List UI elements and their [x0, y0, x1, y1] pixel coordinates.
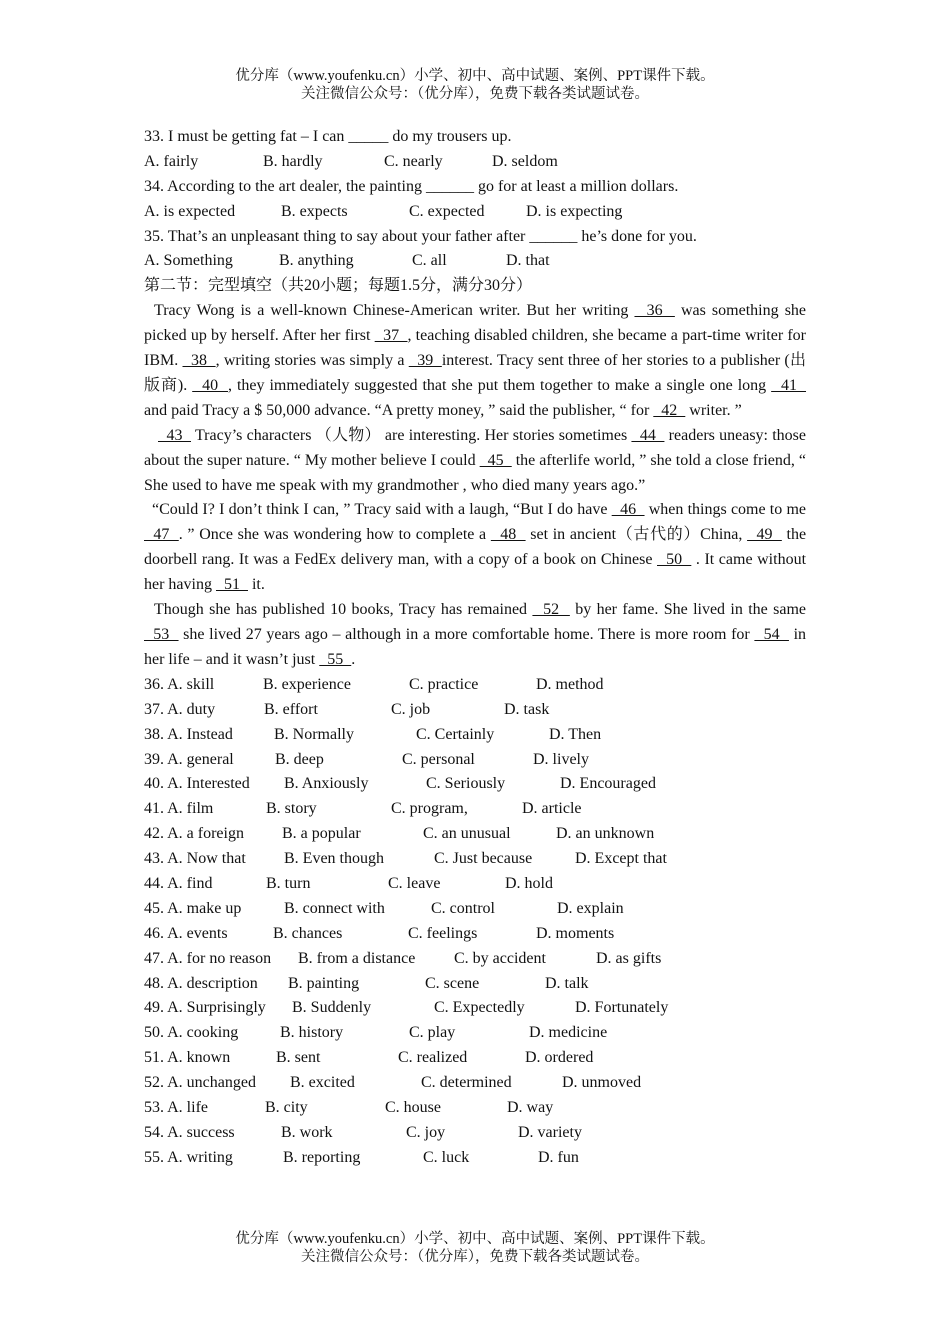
passage-text: set in ancient（古代的）China, [525, 526, 748, 544]
passage-text: it. [247, 576, 265, 594]
cloze-option-row [144, 698, 806, 723]
cloze-option-row [144, 797, 806, 822]
option-d: D. is expecting [526, 202, 623, 220]
question-stem: 34. According to the art dealer, the painting ______ go for at least a million dollars. [144, 177, 679, 195]
option-b: B. a popular [282, 825, 361, 843]
option-d: D. talk [545, 974, 589, 992]
blank-49: 49 [747, 526, 782, 544]
passage-text: when things come to me [644, 501, 807, 519]
option-b: B. hardly [263, 152, 323, 170]
option-b: B. deep [275, 750, 324, 768]
passage-text: she lived 27 years ago – although in a more comfortable home. There is more room for [178, 626, 755, 644]
option-a: 51. A. known [144, 1049, 231, 1067]
passage-text: readers uneasy: those about the super nature. “ My mother believe I could [144, 426, 807, 469]
option-c: C. by accident [454, 949, 546, 967]
passage-text: writer. ” [685, 401, 742, 419]
option-d: D. fun [538, 1148, 579, 1166]
option-b: B. reporting [283, 1148, 361, 1166]
option-d: D. task [504, 700, 550, 718]
cloze-option-row [144, 972, 806, 997]
option-a: A. is expected [144, 202, 236, 220]
option-a: 44. A. find [144, 874, 213, 892]
option-d: D. Except that [575, 850, 667, 868]
blank-54: 54 [754, 626, 789, 644]
cloze-option-row [144, 1096, 806, 1121]
option-d: D. article [522, 800, 582, 818]
option-d: D. that [506, 252, 550, 270]
option-d: D. Fortunately [575, 999, 669, 1017]
cloze-option-row [144, 1021, 806, 1046]
option-a: 47. A. for no reason [144, 949, 272, 967]
passage-text: Though she has published 10 books, Tracy has remained [154, 601, 533, 619]
option-c: C. control [431, 899, 495, 917]
cloze-option-row [144, 922, 806, 947]
option-c: C. Expectedly [434, 999, 525, 1017]
option-a: 50. A. cooking [144, 1024, 239, 1042]
option-b: B. turn [266, 874, 311, 892]
passage-text: , writing stories was simply a [215, 352, 409, 370]
passage-text: in her life – and it wasn’t just [144, 626, 807, 668]
option-c: C. program, [391, 800, 468, 818]
cloze-option-row [144, 1121, 806, 1146]
option-a: 49. A. Surprisingly [144, 999, 266, 1017]
option-c: C. leave [388, 874, 441, 892]
option-d: D. Encouraged [560, 775, 656, 793]
question-options [144, 150, 806, 175]
cloze-option-row [144, 748, 806, 773]
option-a: 40. A. Interested [144, 775, 250, 793]
cloze-option-row [144, 673, 806, 698]
cloze-option-row [144, 1071, 806, 1096]
option-c: C. an unusual [423, 825, 511, 843]
passage-text: interest. Tracy sent three of her stories to a publisher (出版商). [144, 352, 807, 394]
option-d: D. hold [505, 874, 553, 892]
footer-line-2: 关注微信公众号：（优分库），免费下载各类试题试卷。 [301, 1249, 649, 1265]
option-c: C. job [391, 700, 431, 718]
option-d: D. lively [533, 750, 589, 768]
option-c: C. realized [398, 1049, 468, 1067]
passage-text: Tracy’s characters （人物） are interesting. Her stories sometimes [191, 426, 632, 444]
option-a: 45. A. make up [144, 899, 242, 917]
exam-content [144, 125, 806, 1171]
option-a: 48. A. description [144, 974, 258, 992]
cloze-options-list [144, 673, 806, 1171]
passage-text: Tracy Wong is a well-known Chinese-American writer. But her writing [154, 302, 635, 320]
option-c: C. joy [406, 1123, 446, 1141]
option-b: B. connect with [284, 899, 385, 917]
blank-39: 39 [408, 352, 442, 370]
option-a: 37. A. duty [144, 700, 216, 718]
option-c: C. all [412, 252, 447, 270]
passage-text: . It came without her having [144, 551, 807, 594]
option-c: C. scene [425, 974, 480, 992]
option-c: C. Seriously [426, 775, 506, 793]
header-line-1: 优分库（www.youfenku.cn）小学、初中、高中试题、案例、PPT课件下载。 [235, 68, 715, 84]
page-header [0, 67, 950, 103]
option-d: D. variety [518, 1123, 582, 1141]
passage-text: by her fame. She lived in the same [569, 601, 806, 619]
blank-41: 41 [771, 376, 807, 394]
passage-text: , teaching disabled children, she became a part-time writer for IBM. [144, 327, 807, 370]
option-a: 43. A. Now that [144, 850, 246, 868]
option-a: 41. A. film [144, 800, 214, 818]
blank-42: 42 [653, 401, 686, 419]
question-stem: 35. That’s an unpleasant thing to say about your father after ______ he’s done for you. [144, 227, 697, 245]
passage-paragraph-2 [144, 424, 806, 499]
cloze-option-row [144, 1046, 806, 1071]
option-d: D. as gifts [596, 949, 662, 967]
option-a: 55. A. writing [144, 1148, 233, 1166]
blank-55: 55 [319, 650, 352, 668]
cloze-option-row [144, 772, 806, 797]
cloze-option-row [144, 1146, 806, 1171]
passage-text: the doorbell rang. It was a FedEx delivery man, with a copy of a book on Chinese [144, 526, 807, 569]
blank-46: 46 [611, 501, 645, 519]
option-c: C. Certainly [416, 725, 495, 743]
option-a: A. Something [144, 252, 233, 270]
blank-53: 53 [144, 626, 179, 644]
passage-text: the afterlife world, ” she told a close friend, “ She used to have me speak with my grandmother , who died many years ago.” [144, 451, 807, 494]
cloze-option-row [144, 897, 806, 922]
option-b: B. city [265, 1098, 308, 1116]
footer-line-1: 优分库（www.youfenku.cn）小学、初中、高中试题、案例、PPT课件下载。 [235, 1231, 715, 1247]
option-c: C. nearly [384, 152, 443, 170]
option-b: B. effort [264, 700, 318, 718]
passage-text: “Could I? I don’t think I can, ” Tracy said with a laugh, “But I do have [152, 501, 612, 519]
blank-51: 51 [215, 576, 248, 594]
option-a: 42. A. a foreign [144, 825, 244, 843]
option-b: B. excited [290, 1074, 355, 1092]
option-d: D. unmoved [562, 1074, 642, 1092]
blank-52: 52 [532, 601, 570, 619]
option-d: D. medicine [529, 1024, 608, 1042]
option-a: 38. A. Instead [144, 725, 233, 743]
option-b: B. anything [279, 252, 354, 270]
passage-text: , they immediately suggested that she put them together to make a single one long [228, 376, 772, 394]
option-b: B. experience [263, 675, 351, 693]
option-a: 39. A. general [144, 750, 234, 768]
cloze-option-row [144, 872, 806, 897]
option-c: C. luck [423, 1148, 470, 1166]
option-a: 54. A. success [144, 1123, 235, 1141]
cloze-option-row [144, 723, 806, 748]
option-b: B. history [280, 1024, 344, 1042]
option-d: D. way [507, 1098, 554, 1116]
cloze-option-row [144, 847, 806, 872]
option-b: B. painting [288, 974, 360, 992]
option-c: C. personal [402, 750, 475, 768]
option-d: D. seldom [492, 152, 558, 170]
option-c: C. Just because [434, 850, 533, 868]
option-b: B. from a distance [298, 949, 416, 967]
blank-45: 45 [479, 451, 512, 469]
option-b: B. Even though [284, 850, 384, 868]
blank-38: 38 [182, 352, 216, 370]
option-b: B. Suddenly [292, 999, 372, 1017]
option-a: A. fairly [144, 152, 199, 170]
option-a: 46. A. events [144, 924, 228, 942]
passage-paragraph-1 [144, 299, 806, 424]
cloze-option-row [144, 996, 806, 1021]
option-b: B. expects [281, 202, 348, 220]
option-c: C. determined [421, 1074, 512, 1092]
option-b: B. Anxiously [284, 775, 369, 793]
blank-40: 40 [192, 376, 229, 394]
option-c: C. play [409, 1024, 456, 1042]
section-title: 第二节：完型填空（共20小题；每题1.5分，满分30分） [144, 277, 533, 295]
question-options [144, 249, 806, 274]
option-d: D. an unknown [556, 825, 655, 843]
blank-50: 50 [657, 551, 692, 569]
passage-text: . [351, 650, 356, 668]
option-c: C. house [385, 1098, 441, 1116]
passage-paragraph-4 [144, 598, 806, 673]
option-d: D. method [536, 675, 604, 693]
blank-43: 43 [158, 426, 191, 444]
option-d: D. Then [549, 725, 602, 743]
page-footer [0, 1230, 950, 1266]
option-b: B. chances [273, 924, 343, 942]
passage-text: was something she picked up by herself. After her first [144, 302, 807, 345]
blank-37: 37 [374, 327, 408, 345]
blank-44: 44 [631, 426, 665, 444]
option-c: C. practice [409, 675, 479, 693]
question-stem: 33. I must be getting fat – I can _____ do my trousers up. [144, 128, 512, 145]
option-a: 52. A. unchanged [144, 1074, 256, 1092]
option-b: B. Normally [274, 725, 354, 743]
cloze-option-row [144, 822, 806, 847]
option-b: B. sent [276, 1049, 321, 1067]
blank-47: 47 [144, 526, 179, 544]
option-d: D. explain [557, 899, 624, 917]
question-options [144, 200, 806, 225]
option-d: D. ordered [525, 1049, 594, 1067]
passage-paragraph-3 [144, 498, 806, 598]
blank-48: 48 [490, 526, 526, 544]
option-a: 53. A. life [144, 1098, 208, 1116]
option-d: D. moments [536, 924, 615, 942]
option-b: B. story [266, 800, 317, 818]
option-b: B. work [281, 1123, 333, 1141]
passage-text: and paid Tracy a $ 50,000 advance. “A pretty money, ” said the publisher, “ for [144, 401, 654, 419]
passage-text: . ” Once she was wondering how to complete a [178, 526, 491, 544]
header-line-2: 关注微信公众号：（优分库），免费下载各类试题试卷。 [301, 86, 649, 102]
option-c: C. feelings [408, 924, 478, 942]
option-c: C. expected [409, 202, 485, 220]
cloze-option-row [144, 947, 806, 972]
blank-36: 36 [634, 302, 675, 320]
option-a: 36. A. skill [144, 675, 215, 693]
